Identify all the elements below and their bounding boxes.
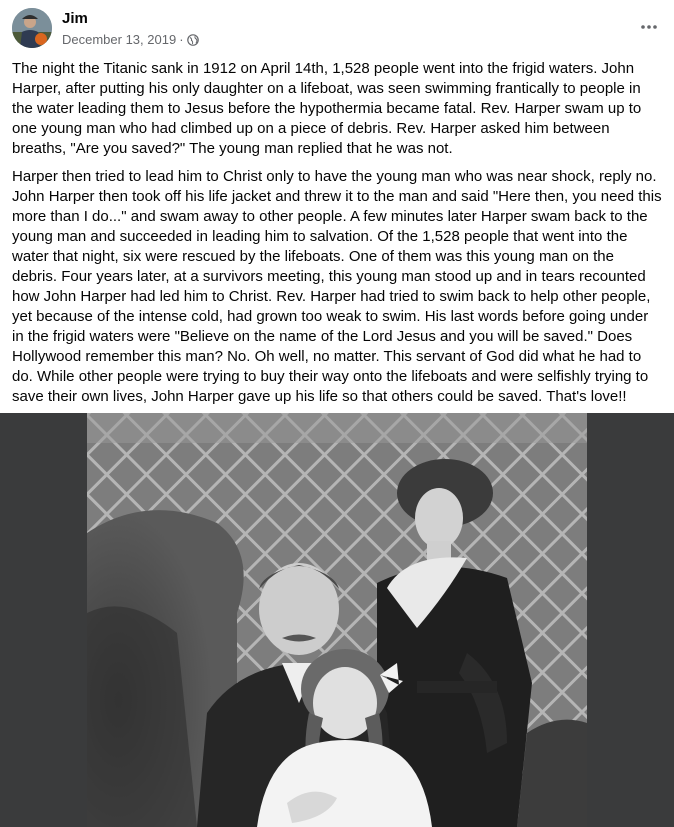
post-photo[interactable] [87, 413, 587, 827]
author-name[interactable]: Jim [62, 10, 88, 27]
more-horizontal-icon [641, 25, 657, 29]
avatar[interactable] [12, 8, 52, 48]
meta-separator: · [179, 32, 184, 47]
post-paragraph-1: The night the Titanic sank in 1912 on April 14th, 1,528 people went into the frigid waters. John Harper, after putting his only daughter on a lifeboat, was seen swimming frantically to people in the water leading them to Jesus before the hypothermia became fatal. Rev. Harper swam up to one young man who had climbed up on a piece of debris. Rev. Harper asked him between breaths, "Are you saved?" The young man replied that he was not. [12, 60, 642, 157]
post-paragraph-2: Harper then tried to lead him to Christ only to have the young man who was near shock, reply no. John Harper then took off his life jacket and threw it to the man and said "Here then, you need this more than I do..." and swam away to other people. A few minutes later Harper swam back to the young man and succeeded in leading him to salvation. Of the 1,528 people that went into the water that night, six were rescued by the lifeboats. One of them was this young man on the debris. Four years later, at a survivors meeting, this young man stood up and in tears recounted how John Harper had led him to Christ. Rev. Harper had tried to swim back to help other people, yet because of the intense cold, had grown too weak to swim. His last words before going under in the frigid waters were "Believe on the name of the Lord Jesus and you will be saved." Does Hollywood remember this man? No. Oh well, no matter. This servant of God did what he had to do. While other people were trying to buy their way onto the lifeboats and were selfishly trying to save their own lives, John Harper gave up his life so that others could be saved. That's love!! [12, 168, 662, 405]
post-date[interactable]: December 13, 2019 [62, 32, 177, 47]
post-body [12, 59, 662, 415]
family-photo-image [87, 413, 587, 827]
post-photo-container[interactable] [0, 413, 674, 827]
post-meta [62, 32, 199, 47]
post-header [12, 8, 662, 52]
avatar-image [12, 8, 52, 48]
more-options-button[interactable] [636, 14, 662, 40]
globe-icon [187, 34, 199, 46]
